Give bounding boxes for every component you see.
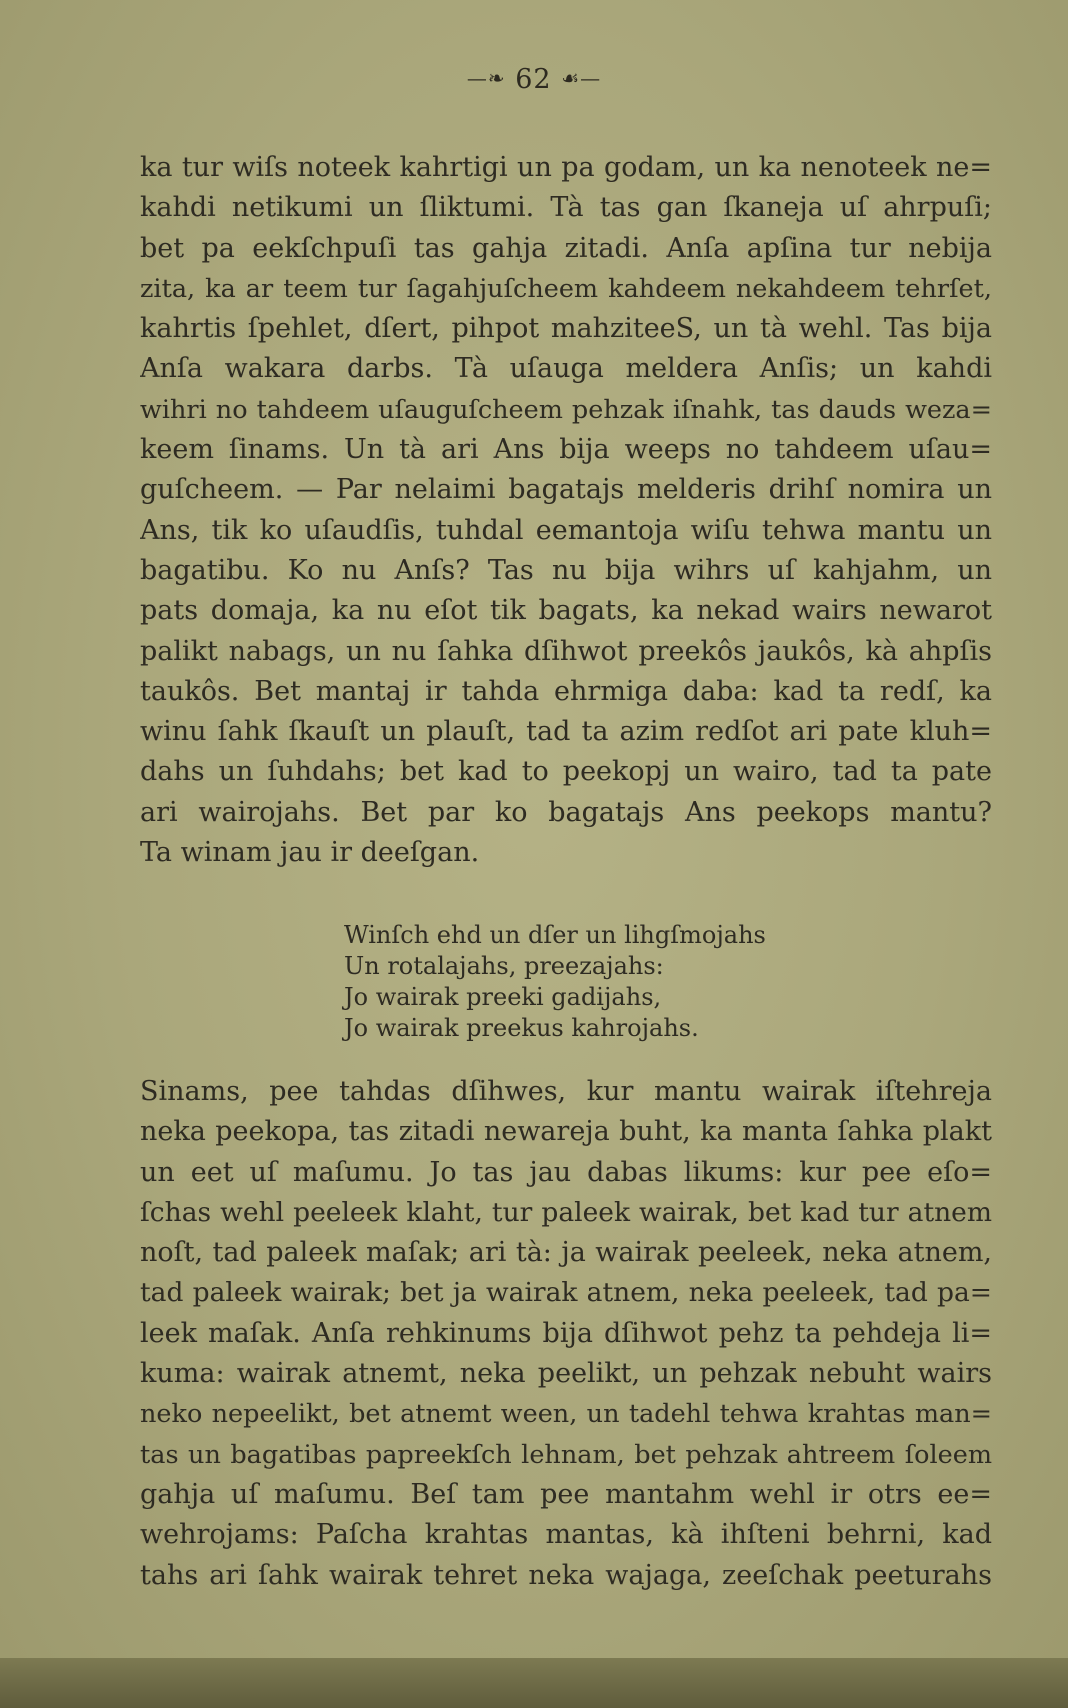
text-line: un eet uſ maſumu. Jo tas jau dabas likums: kur pee eſo= — [140, 1156, 992, 1188]
text-line: dahs un ſuhdahs; bet kad to peekopj un wairo, tad ta pate — [140, 756, 992, 788]
left-ornament: —❧ — [466, 66, 506, 90]
poem-line: Jo wairak preekus kahrojahs. — [344, 1014, 699, 1042]
text-line: tad paleek wairak; bet ja wairak atnem, neka peeleek, tad pa= — [140, 1277, 992, 1309]
text-line: ari wairojahs. Bet par ko bagatajs Ans peekops mantu? — [140, 796, 992, 828]
text-line: neko nepeelikt, bet atnemt ween, un tadehl tehwa krahtas man= — [140, 1399, 992, 1430]
text-line: guſcheem. — Par nelaimi bagatajs melderis drihſ nomira un — [140, 474, 992, 506]
text-line: keem ſinams. Un tà ari Ans bija weeps no tahdeem uſau= — [140, 434, 992, 466]
text-line: bagatibu. Ko nu Anſs? Tas nu bija wihrs uſ kahjahm, un — [140, 554, 992, 586]
text-line: winu ſahk ſkauſt un plauſt, tad ta azim redſot ari pate kluh= — [140, 716, 992, 748]
page-header — [0, 64, 1068, 95]
page-bottom-edge — [0, 1658, 1068, 1708]
text-line: zita, ka ar teem tur ſagahjuſcheem kahdeem nekahdeem tehrſet, — [140, 273, 992, 304]
poem-stanza — [344, 920, 944, 1044]
text-line: tahs ari ſahk wairak tehret neka wajaga, zeeſchak peeturahs — [140, 1559, 992, 1591]
text-line: Ta winam jau ir deeſgan. — [140, 837, 480, 869]
text-line: ſchas wehl peeleek klaht, tur paleek wairak, bet kad tur atnem — [140, 1196, 992, 1228]
text-line: Anſa wakara darbs. Tà uſauga meldera Anſis; un kahdi — [140, 353, 992, 385]
paragraph-2 — [140, 1072, 992, 1596]
text-line: bet pa eekſchpuſi tas gahja zitadi. Anſa apſina tur nebija — [140, 232, 992, 264]
poem-line: Un rotalajahs, preezajahs: — [344, 952, 664, 980]
paragraph-1 — [140, 148, 992, 873]
text-line: noſt, tad paleek maſak; ari tà: ja wairak peeleek, neka atnem, — [140, 1237, 992, 1269]
text-line: wehrojams: Paſcha krahtas mantas, kà ihſteni behrni, kad — [140, 1519, 992, 1551]
poem-line: Winſch ehd un dſer un lihgſmojahs — [344, 921, 766, 949]
text-line: Sinams, pee tahdas dſihwes, kur mantu wairak iſtehreja — [140, 1076, 992, 1107]
text-line: kuma: wairak atnemt, neka peelikt, un pehzak nebuht wairs — [140, 1358, 992, 1390]
text-line: kahrtis ſpehlet, dſert, pihpot mahziteeS, un tà wehl. Tas bija — [140, 313, 992, 345]
text-line: leek maſak. Anſa rehkinums bija dſihwot pehz ta pehdeja li= — [140, 1317, 992, 1349]
text-line: kahdi netikumi un ſliktumi. Tà tas gan ſkaneja uſ ahrpuſi; — [140, 192, 992, 224]
text-line: wihri no tahdeem uſauguſcheem pehzak iſnahk, tas dauds weza= — [140, 394, 992, 425]
text-line: ka tur wiſs noteek kahrtigi un pa godam, un ka nenoteek ne= — [140, 152, 992, 183]
text-line: Ans, tik ko uſaudſis, tuhdal eemantoja wiſu tehwa mantu un — [140, 514, 992, 546]
right-ornament: ☙— — [561, 66, 602, 90]
page-number: 62 — [515, 64, 552, 95]
text-line: palikt nabags, un nu ſahka dſihwot preekôs jaukôs, kà ahpſis — [140, 635, 992, 667]
text-line: gahja uſ maſumu. Beſ tam pee mantahm wehl ir otrs ee= — [140, 1478, 992, 1510]
poem-line: Jo wairak preeki gadijahs, — [344, 983, 662, 1011]
text-line: neka peekopa, tas zitadi newareja buht, ka manta ſahka plakt — [140, 1116, 992, 1148]
text-line: tas un bagatibas papreekſch lehnam, bet pehzak ahtreem ſoleem — [140, 1439, 992, 1470]
text-line: taukôs. Bet mantaj ir tahda ehrmiga daba: kad ta redſ, ka — [140, 675, 992, 707]
text-line: pats domaja, ka nu eſot tik bagats, ka nekad wairs newarot — [140, 595, 992, 627]
